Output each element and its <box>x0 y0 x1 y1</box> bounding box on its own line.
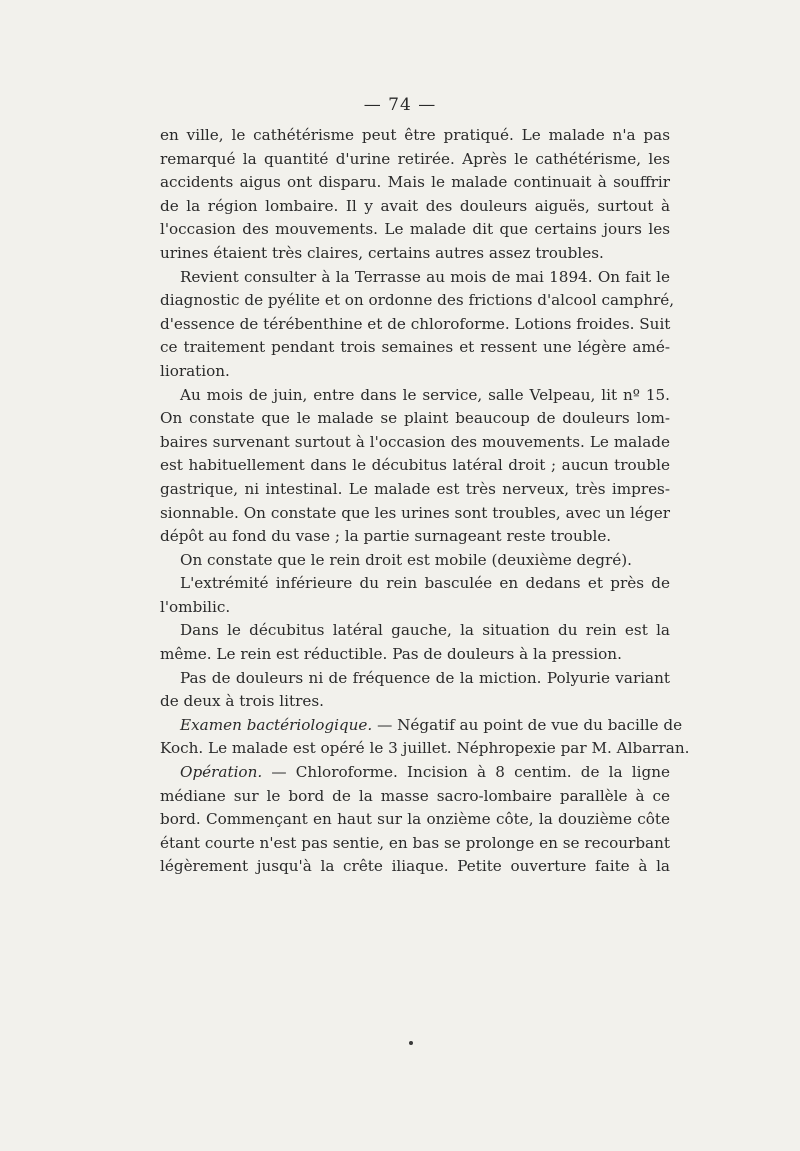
text-line: gastrique, ni intestinal. Le malade est très nerveux, très impres- <box>160 479 670 498</box>
section-label-operation: Opération. <box>180 763 263 782</box>
text-line: d'essence de térébenthine et de chloroforme. Lotions froides. Suit <box>160 314 671 333</box>
text-line: L'extrémité inférieure du rein basculée en dedans et près de <box>180 574 670 593</box>
text-run: — Négatif au point de vue du bacille de <box>372 715 683 734</box>
text-line: Pas de douleurs ni de fréquence de la miction. Polyurie variant <box>180 668 670 687</box>
text-line: l'ombilic. <box>160 597 231 616</box>
ink-dot <box>409 1041 413 1045</box>
text-line: en ville, le cathétérisme peut être pratiqué. Le malade n'a pas <box>160 126 670 144</box>
text-line: ce traitement pendant trois semaines et ressent une légère amé- <box>160 338 670 357</box>
section-label-bacteriology: Examen bactériologique. <box>180 715 373 734</box>
text-line: de la région lombaire. Il y avait des douleurs aiguës, surtout à <box>160 196 670 215</box>
text-line: étant courte n'est pas sentie, en bas se prolonge en se recourbant <box>160 833 670 852</box>
text-line: baires survenant surtout à l'occasion des mouvements. Le malade <box>160 432 670 451</box>
text-line: même. Le rein est réductible. Pas de douleurs à la pression. <box>160 645 622 664</box>
page-number: — 74 — <box>363 95 437 115</box>
text-line: Dans le décubitus latéral gauche, la situation du rein est la <box>180 621 670 640</box>
text-line: légèrement jusqu'à la crête iliaque. Petite ouverture faite à la <box>160 857 670 876</box>
text-line: dépôt au fond du vase ; la partie surnageant reste trouble. <box>160 527 612 546</box>
text-line: Au mois de juin, entre dans le service, salle Velpeau, lit nº 15. <box>180 385 670 404</box>
text-line: remarqué la quantité d'urine retirée. Après le cathétérisme, les <box>160 149 670 168</box>
text-line: lioration. <box>160 361 230 380</box>
text-line: sionnable. On constate que les urines sont troubles, avec un léger <box>160 503 670 522</box>
text-line: Koch. Le malade est opéré le 3 juillet. Néphropexie par M. Albarran. <box>160 739 690 758</box>
text-line: de deux à trois litres. <box>160 692 324 711</box>
text-run: — Chloroforme. Incision à 8 centim. de la ligne <box>262 763 670 782</box>
text-line <box>160 761 670 785</box>
text-line: urines étaient très claires, certains autres assez troubles. <box>160 243 604 262</box>
text-line: Revient consulter à la Terrasse au mois de mai 1894. On fait le <box>180 267 670 286</box>
text-line: l'occasion des mouvements. Le malade dit que certains jours les <box>160 220 670 239</box>
body-text <box>160 124 690 879</box>
text-line: On constate que le rein droit est mobile (deuxième degré). <box>180 550 632 569</box>
text-line: bord. Commençant en haut sur la onzième côte, la douzième côte <box>160 810 670 829</box>
text-line <box>160 714 683 738</box>
text-line: diagnostic de pyélite et on ordonne des frictions d'alcool camphré, <box>160 291 675 310</box>
text-line: accidents aigus ont disparu. Mais le malade continuait à souffrir <box>160 173 670 192</box>
text-line: médiane sur le bord de la masse sacro-lombaire parallèle à ce <box>160 786 670 805</box>
text-line: est habituellement dans le décubitus latéral droit ; aucun trouble <box>160 456 670 475</box>
text-line: On constate que le malade se plaint beaucoup de douleurs lom- <box>160 409 670 428</box>
